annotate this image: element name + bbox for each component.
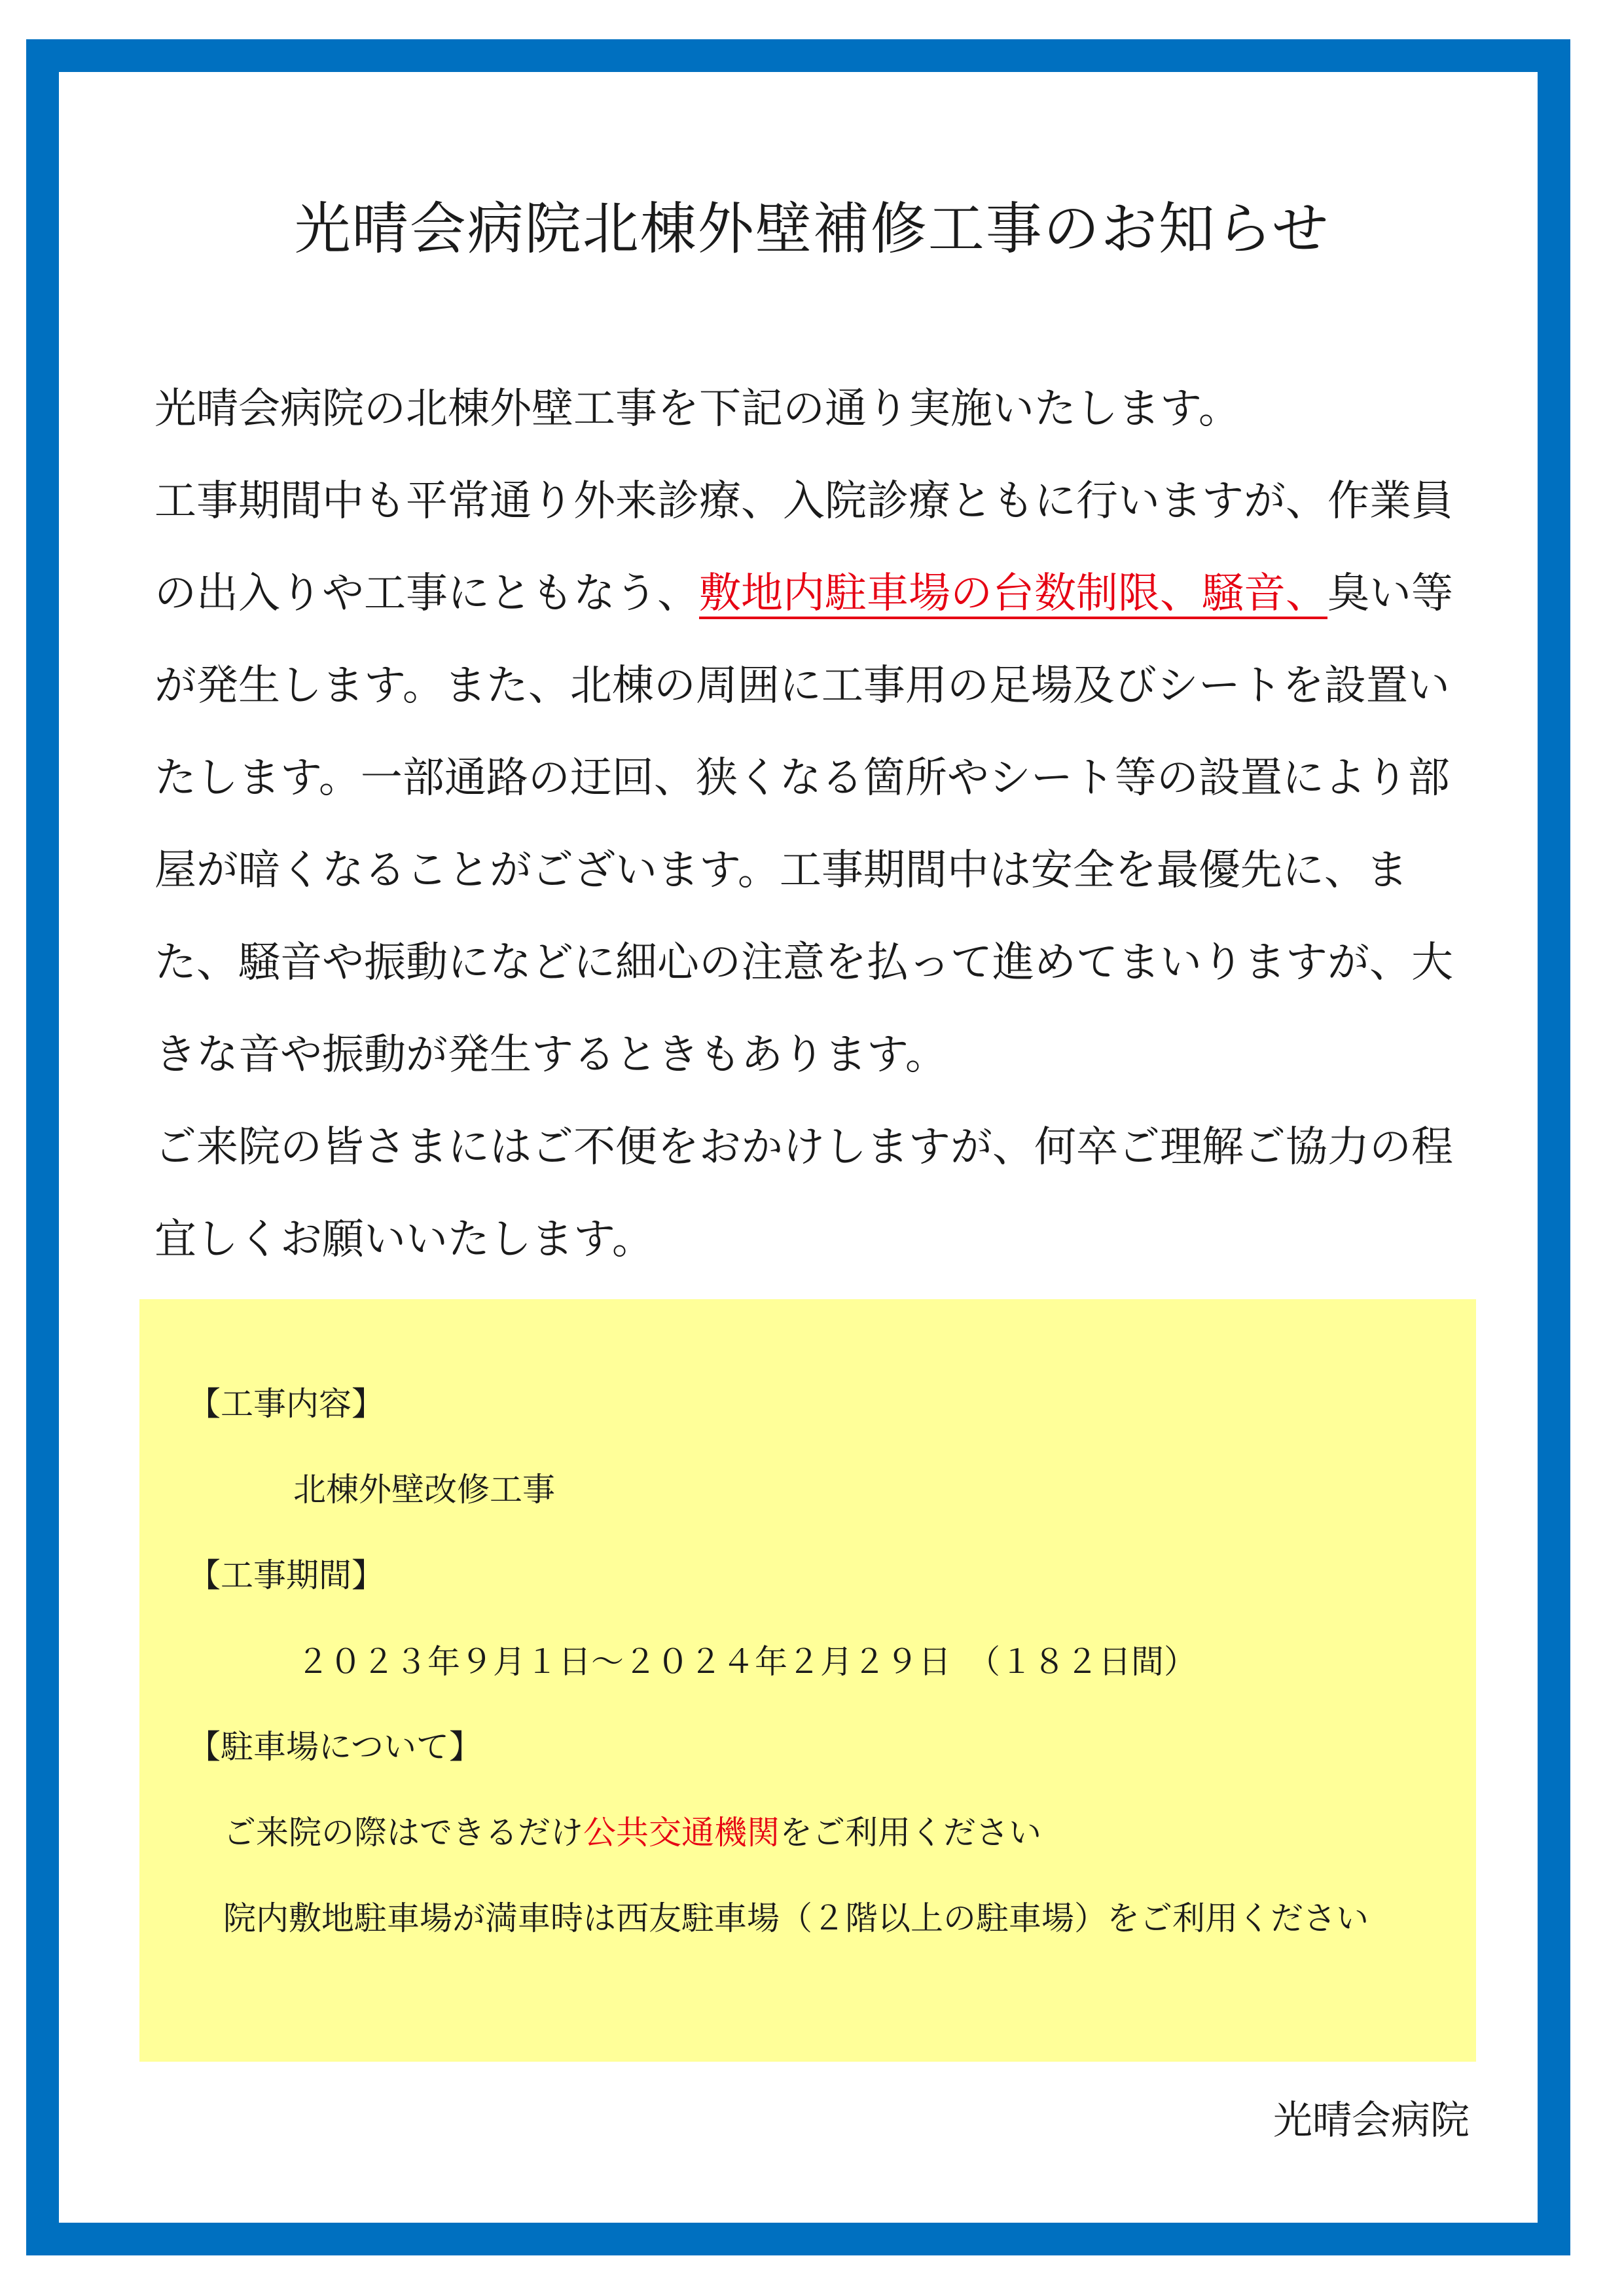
parking-line-seiyu: 院内敷地駐車場が満車時は西友駐車場（２階以上の駐車場）をご利用ください [223,1899,1369,1937]
notice-title: 光晴会病院北棟外壁補修工事のお知らせ [294,196,1330,262]
parking-noise-warning: 敷地内駐車場の台数制限、騒音、 [699,569,1327,618]
body-paragraph-1-text: 光晴会病院の北棟外壁工事を下記の通り実施いたします。 [154,385,1240,433]
body-paragraph-3 [154,1102,1477,1286]
construction-info-box [139,1299,1476,2062]
body-paragraph-2-text-start: 工事期間中も平常通り外来診療、入院診療ともに行いますが、作業員の出入りや工事にともなう、 [154,477,1453,618]
body-paragraph-2 [154,456,1477,1102]
work-content-heading: 【工事内容】 [188,1385,384,1423]
body-paragraph-3-text: ご来院の皆さまにはご不便をおかけしますが、何卒ご理解ご協力の程宜しくお願いいたします。 [154,1123,1453,1264]
parking-line-1-start: ご来院の際はできるだけ [223,1814,583,1852]
body-paragraph-2-text-end: 臭い等が発生します。また、北棟の周囲に工事用の足場及びシートを設置いたします。一部通路の迂回、狭くなる箇所やシート等の設置により部屋が暗くなることがございます。工事期間中は安全を最優先に、また、騒音や振動になどに細心の注意を払って進めてまいりますが、大きな音や振動が発生するときもあります。 [154,569,1453,1079]
body-paragraph-1 [154,363,1477,456]
hospital-signature: 光晴会病院 [1273,2098,1470,2144]
public-transport-highlight: 公共交通機関 [583,1814,780,1852]
parking-line-public-transport [223,1812,1041,1854]
work-period-heading: 【工事期間】 [188,1556,384,1594]
notice-body [154,363,1477,1286]
work-period-value: ２０２３年９月１日～２０２４年２月２９日 （１８２日間） [297,1643,1197,1681]
parking-line-1-end: をご利用ください [780,1814,1041,1852]
parking-heading: 【駐車場について】 [188,1728,482,1766]
work-content-value: 北棟外壁改修工事 [293,1471,555,1509]
